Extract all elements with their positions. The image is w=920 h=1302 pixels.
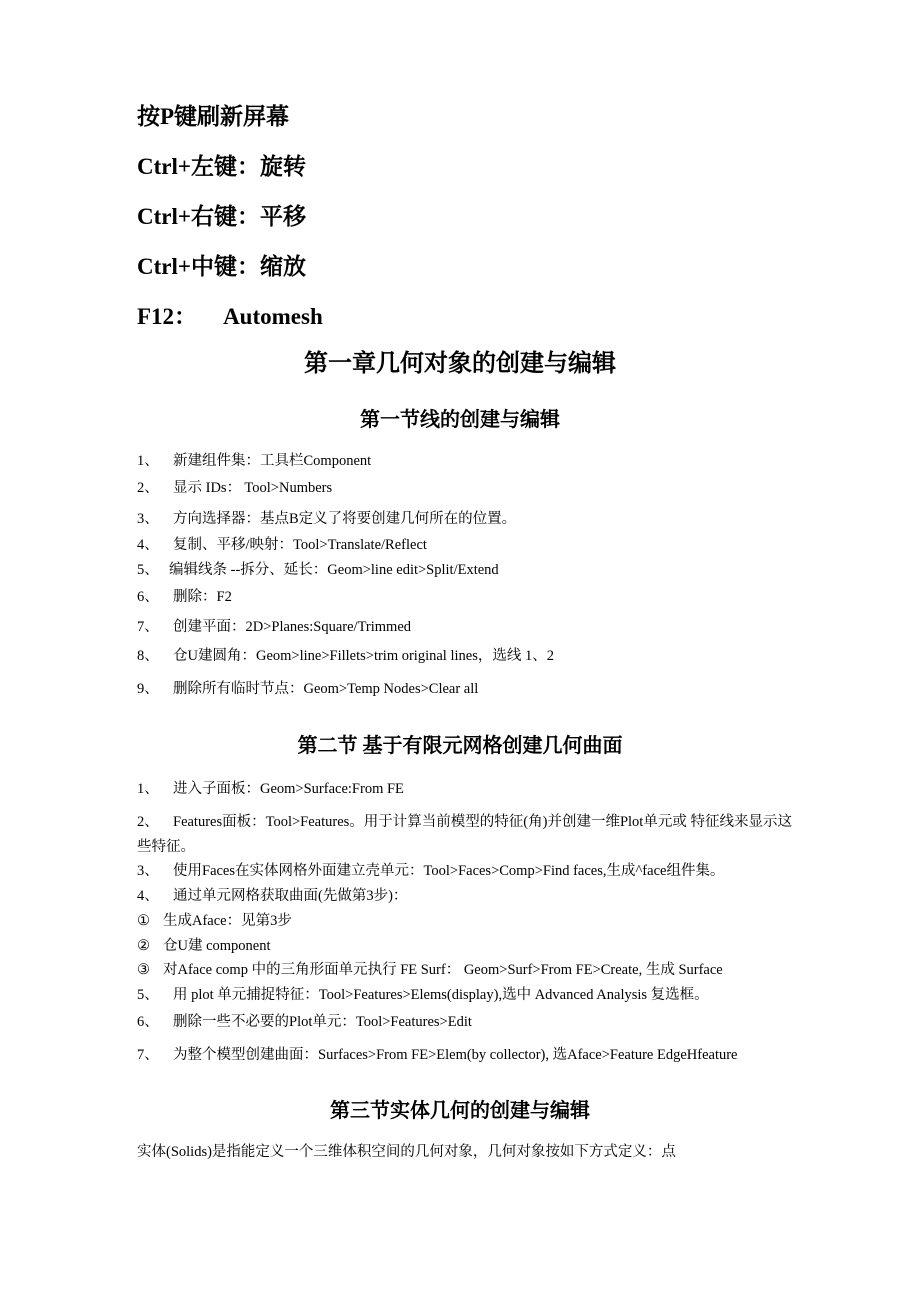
list-item — [137, 478, 332, 498]
item-number: 3、 — [137, 863, 159, 879]
item-number: 5、 — [137, 562, 159, 578]
item-text: 生成Aface：见第3步 — [163, 913, 292, 929]
list-item — [137, 861, 724, 881]
item-text: 对Aface comp 中的三角形面单元执行 FE Surf： Geom>Surf>From FE>Create, 生成 Surface — [163, 962, 723, 978]
item-number: ② — [137, 938, 150, 954]
section1-title: 第一节线的创建与编辑 — [360, 409, 560, 431]
section2-title: 第二节 基于有限元网格创建几何曲面 — [297, 735, 623, 757]
list-item — [137, 779, 404, 799]
list-item — [137, 936, 271, 956]
shortcut-zoom — [137, 253, 306, 281]
item-text: 通过单元网格获取曲面(先做第3步)： — [173, 888, 408, 904]
list-item — [137, 535, 427, 555]
list-item — [137, 1012, 472, 1032]
list-item — [137, 911, 292, 931]
item-number: 6、 — [137, 1014, 159, 1030]
list-item — [137, 886, 407, 906]
list-item — [137, 646, 554, 666]
list-item — [137, 960, 723, 980]
list-item — [137, 587, 232, 607]
list-item — [137, 1045, 738, 1065]
item-text: 删除：F2 — [173, 589, 232, 605]
shortcut-key: Ctrl+右键： — [137, 204, 260, 229]
item-text: 复制、平移/映射：Tool>Translate/Reflect — [173, 537, 427, 553]
item-number: 7、 — [137, 619, 159, 635]
item-text: 为整个模型创建曲面：Surfaces>From FE>Elem(by collector), 选Aface>Feature EdgeHfeature — [173, 1047, 738, 1063]
item-number: 2、 — [137, 814, 159, 830]
item-text: 使用Faces在实体网格外面建立壳单元：Tool>Faces>Comp>Find faces,生成^face组件集。 — [173, 863, 725, 879]
shortcut-automesh — [137, 303, 323, 331]
shortcut-key: F12： — [137, 304, 198, 329]
item-text: 编辑线条 --拆分、延长：Geom>line edit>Split/Extend — [169, 562, 499, 578]
item-number: 7、 — [137, 1047, 159, 1063]
shortcut-key: 按P键刷新屏幕 — [137, 104, 290, 129]
item-text: 显示 IDs： Tool>Numbers — [173, 480, 333, 496]
chapter-title: 第一章几何对象的创建与编辑 — [304, 351, 616, 377]
item-text: 删除一些不必要的Plot单元：Tool>Features>Edit — [173, 1014, 472, 1030]
list-item — [137, 509, 516, 529]
item-text: 进入子面板：Geom>Surface:From FE — [173, 781, 404, 797]
list-item — [137, 451, 371, 471]
item-text: Features面板：Tool>Features。用于计算当前模型的特征(角)并创建一维Plot单元或 特征线来显示这些特征。 — [137, 814, 792, 855]
shortcut-refresh — [137, 103, 289, 131]
item-text: 删除所有临时节点：Geom>Temp Nodes>Clear all — [173, 681, 479, 697]
item-number: 5、 — [137, 987, 159, 1003]
item-number: 9、 — [137, 681, 159, 697]
item-number: 2、 — [137, 480, 159, 496]
list-item — [137, 560, 499, 580]
list-item — [137, 810, 797, 860]
item-text: 方向选择器：基点B定义了将要创建几何所在的位置。 — [173, 511, 517, 527]
item-text: 用 plot 单元捕捉特征：Tool>Features>Elems(display),选中 Advanced Analysis 复选框。 — [173, 987, 709, 1003]
shortcut-action: 缩放 — [259, 254, 306, 279]
item-number: ① — [137, 913, 150, 929]
list-item — [137, 985, 709, 1005]
shortcut-action: 旋转 — [259, 154, 306, 179]
item-text: 新建组件集：工具栏Component — [173, 453, 372, 469]
shortcut-rotate — [137, 153, 306, 181]
shortcut-key: Ctrl+左键： — [137, 154, 260, 179]
item-number: 8、 — [137, 648, 159, 664]
item-text: 仓U建 component — [163, 938, 271, 954]
item-number: 4、 — [137, 888, 159, 904]
item-text: 仓U建圆角：Geom>line>Fillets>trim original lines，选线 1、2 — [173, 648, 554, 664]
item-number: ③ — [137, 962, 150, 978]
item-number: 1、 — [137, 453, 159, 469]
list-item — [137, 617, 411, 637]
item-text: 创建平面：2D>Planes:Square/Trimmed — [173, 619, 412, 635]
item-number: 6、 — [137, 589, 159, 605]
item-number: 3、 — [137, 511, 159, 527]
shortcut-action: Automesh — [223, 304, 323, 329]
section3-paragraph: 实体(Solids)是指能定义一个三维体积空间的几何对象，几何对象按如下方式定义：点 — [137, 1144, 676, 1160]
list-item — [137, 679, 478, 699]
shortcut-action: 平移 — [259, 204, 306, 229]
shortcut-key: Ctrl+中键： — [137, 254, 260, 279]
section3-title: 第三节实体几何的创建与编辑 — [330, 1100, 590, 1122]
item-number: 1、 — [137, 781, 159, 797]
shortcut-pan — [137, 203, 306, 231]
item-number: 4、 — [137, 537, 159, 553]
